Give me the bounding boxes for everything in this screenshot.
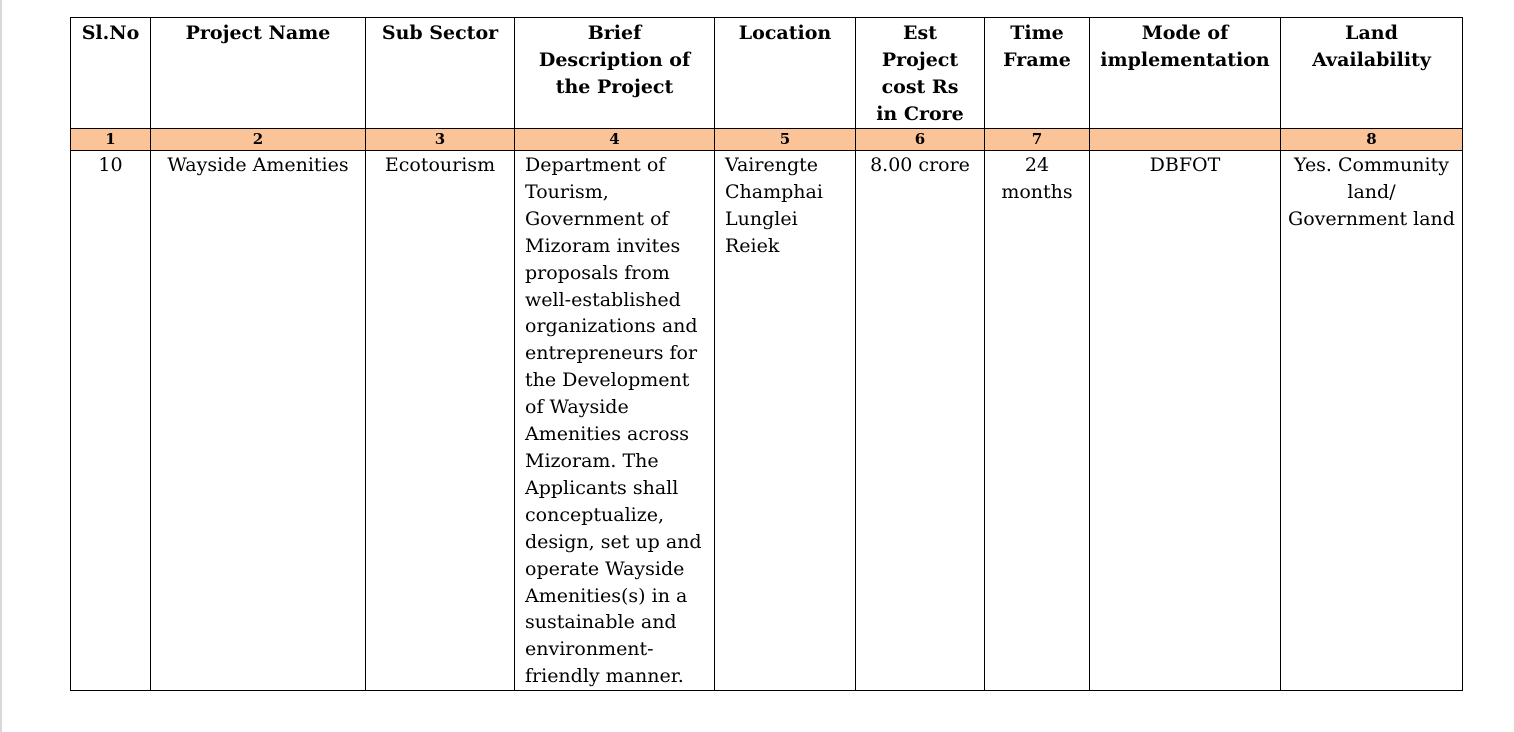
cell-sub-sector: Ecotourism — [366, 151, 515, 691]
header-sub-sector: Sub Sector — [366, 18, 515, 129]
col-number-6: 6 — [856, 129, 985, 151]
col-number-8: 8 — [1281, 129, 1463, 151]
cell-location: Vairengte Champhai Lunglei Reiek — [715, 151, 856, 691]
table-row — [71, 151, 1463, 691]
col-number-3: 3 — [366, 129, 515, 151]
header-land: Land Availability — [1281, 18, 1463, 129]
cell-cost: 8.00 crore — [856, 151, 985, 691]
column-number-row — [71, 129, 1463, 151]
col-number-4: 4 — [515, 129, 715, 151]
header-cost: Est Project cost Rs in Crore — [856, 18, 985, 129]
header-location: Location — [715, 18, 856, 129]
col-number-5: 5 — [715, 129, 856, 151]
header-project-name: Project Name — [151, 18, 366, 129]
cell-sl-no: 10 — [71, 151, 151, 691]
col-number-1: 1 — [71, 129, 151, 151]
projects-table — [70, 17, 1463, 691]
header-time-frame: Time Frame — [985, 18, 1090, 129]
cell-mode: DBFOT — [1090, 151, 1281, 691]
header-sl-no: Sl.No — [71, 18, 151, 129]
cell-project-name: Wayside Amenities — [151, 151, 366, 691]
cell-time-frame: 24 months — [985, 151, 1090, 691]
cell-description: Department of Tourism, Government of Mizoram invites proposals from well-established organizations and entrepreneurs for the Development of Wayside Amenities across Mizoram. The Applicants shall conceptualize, design, set up and operate Wayside Amenities(s) in a sustainable and environment-friendly manner. — [515, 151, 715, 691]
header-description: Brief Description of the Project — [515, 18, 715, 129]
header-row — [71, 18, 1463, 129]
header-mode: Mode of implementation — [1090, 18, 1281, 129]
col-number-7: 7 — [985, 129, 1090, 151]
cell-land: Yes. Community land/ Government land — [1281, 151, 1463, 691]
col-number-2: 2 — [151, 129, 366, 151]
col-number-mode — [1090, 129, 1281, 151]
